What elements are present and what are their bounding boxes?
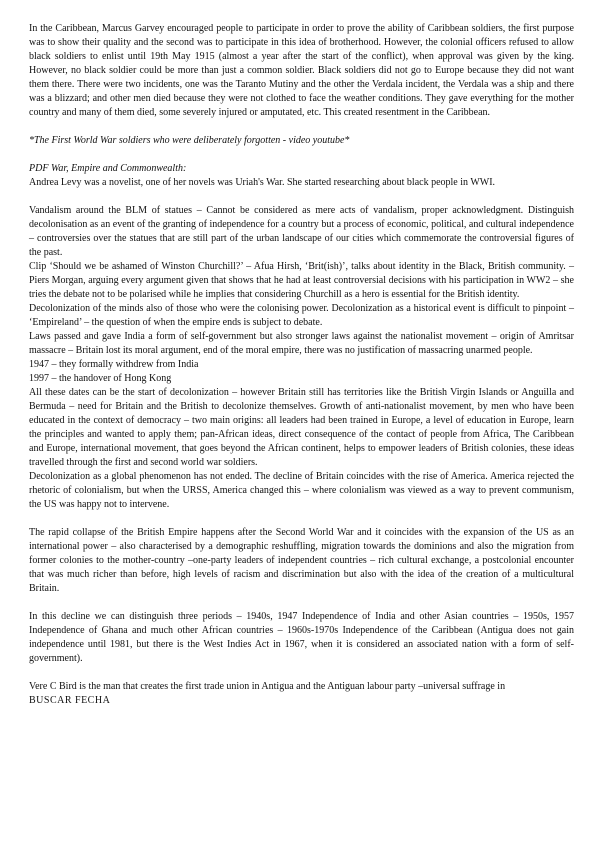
levy-line: Andrea Levy was a novelist, one of her novels was Uriah's War. She started researching about black people in WWI. [29, 177, 496, 188]
paragraph-periods: In this decline we can distinguish three periods – 1940s, 1947 Independence of India and other Asian countries – 1950s, 1957 Independence of Ghana and much other African countries – 1960s-1970s Independence of the Caribbean (Antigua does not gain independence until 1981, but there is the West Indies Act in 1967, when it is considered an associated nation with a form of self-government). [29, 611, 574, 664]
pdf-heading: PDF War, Empire and Commonwealth: [29, 163, 187, 174]
line-1947: 1947 – they formally withdrew from India [29, 359, 199, 370]
paragraph-vere-bird: Vere C Bird is the man that creates the first trade union in Antigua and the Antiguan labour party –universal suffrage in [29, 681, 506, 692]
paragraph-collapse: The rapid collapse of the British Empire happens after the Second World War and it coincides with the expansion of the US as an international power – also characterised by a demographic reshuffling, migration towards the dominions and also the migration from former colonies to the mother-country –one-party leaders of independent countries – rich cultural exchange, a postcolonial encounter that was much richer than before, high levels of racism and discrimination but also with the idea of the creation of a multicultural Britain. [29, 527, 574, 594]
buscar-fecha-note: BUSCAR FECHA [29, 695, 111, 706]
spacer [29, 666, 574, 680]
document-body [29, 22, 574, 708]
line-1997: 1997 – the handover of Hong Kong [29, 373, 172, 384]
spacer [29, 120, 574, 134]
paragraph-global: Decolonization as a global phenomenon has not ended. The decline of Britain coincides with the rise of America. America rejected the rhetoric of colonialism, but when the URSS, America changed this – where colonialism was viewed as a way to prevent communism, the US was happy not to intervene. [29, 471, 574, 510]
paragraph-dates: All these dates can be the start of decolonization – however Britain still has territories like the British Virgin Islands or Anguilla and Bermuda – need for Britain and the British to decolonize themselves. Growth of anti-nationalist movement, by men who have been educated in the context of democracy – two main origins: all leaders had been trained in Europe, a level of education in Europe, learn the principles and wanted to apply them; pan-African ideas, direct consequence of the contact of people from Africa, The Caribbean and Europe, international movement, that goes beyond the African continent, helps to empower leaders of British colonies, these ideas travelled through the first and second world war soldiers. [29, 387, 574, 468]
spacer [29, 190, 574, 204]
video-note: *The First World War soldiers who were deliberately forgotten - video youtube* [29, 135, 350, 146]
paragraph-laws: Laws passed and gave India a form of self-government but also stronger laws against the nationalist movement – origin of Amritsar massacre – Britain lost its moral argument, end of the moral empire, there was no justification of massacring unarmed people. [29, 331, 574, 356]
spacer [29, 148, 574, 162]
spacer [29, 512, 574, 526]
paragraph-clip: Clip ‘Should we be ashamed of Winston Churchill?’ – Afua Hirsh, ‘Brit(ish)’, talks about identity in the Black, British community. – Piers Morgan, arguing every argument given that shows that he had at least controversial decisions with his participation in WW2 – she tries the debate not to be polarised while he implies that considering Churchill as a hero is essential for the British identity. [29, 261, 574, 300]
paragraph-decolonization-minds: Decolonization of the minds also of those who were the colonising power. Decolonization as a historical event is difficult to pinpoint – ‘Empireland’ – the question of when the empire ends is subject to debate. [29, 303, 574, 328]
paragraph-caribbean: In the Caribbean, Marcus Garvey encouraged people to participate in order to prove the ability of Caribbean soldiers, the first purpose was to show their quality and the second was to participate in this idea of brotherhood. However, the colonial officers refused to allow black soldiers to enlist until 19th May 1915 (almost a year after the start of the conflict), when approval was given by the king. However, no black soldier could be more than just a common soldier. Black soldiers did not go to Europe because they did not want them there. There were two incidents, one was the Taranto Mutiny and the other the Verdala incident, the Verdala was a ship and there was a blizzard; and other men died because they were not clothed to face the weather conditions. They gave everything for the mother country and many of them died, some severely injured or amputated, etc. This created resentment in the Caribbean. [29, 23, 574, 118]
paragraph-vandalism: Vandalism around the BLM of statues – Cannot be considered as mere acts of vandalism, proper acknowledgment. Distinguish decolonisation as an event of the granting of independence for a country but a process of economic, political, and cultural independence – controversies over the statues that are still part of the urban landscape of our cities which commemorate the controversial figures of the past. [29, 205, 574, 258]
spacer [29, 596, 574, 610]
